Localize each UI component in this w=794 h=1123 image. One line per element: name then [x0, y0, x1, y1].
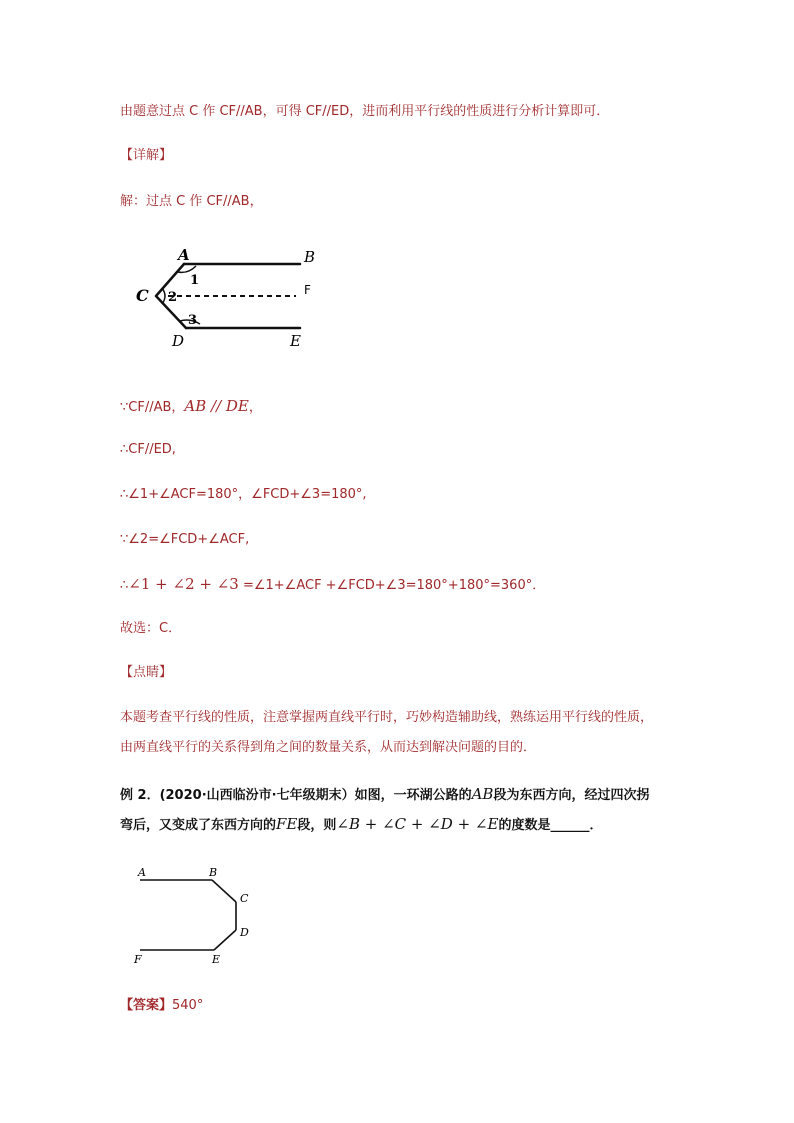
step-5-prefix: ∴	[120, 578, 129, 593]
analysis-text: 由题意过点 C 作 CF//AB，可得 CF//ED，进而利用平行线的性质进行分析计算即可．	[120, 104, 610, 119]
label-1: 1	[190, 273, 200, 288]
label-c: C	[136, 286, 149, 305]
answer-choice: 故选：C．	[120, 621, 182, 636]
step-1-math: AB // DE	[184, 397, 249, 415]
example-2-text-b: 段为东西方向，经过四次拐	[493, 788, 650, 803]
label-d: D	[240, 926, 249, 939]
example-2-text-c: 弯后，又变成了东西方向的	[120, 818, 277, 833]
answer-label: 【答案】	[120, 998, 173, 1013]
step-3: ∴∠1+∠ACF=180°，∠FCD+∠3=180°,	[120, 487, 367, 502]
step-2: ∴CF//ED,	[120, 442, 176, 457]
solution-intro: 解：过点 C 作 CF//AB，	[120, 194, 263, 209]
label-b: B	[209, 866, 218, 879]
comment-heading: 【点睛】	[120, 665, 173, 680]
step-5-suffix: =∠1+∠ACF +∠FCD+∠3=180°+180°=360°．	[238, 578, 546, 593]
example-2-line-2	[120, 814, 602, 836]
step-1-prefix: ∵CF//AB，	[120, 400, 185, 415]
example-2-text-a: 例 2．(2020·山西临汾市·七年级期末）如图，一环湖公路的	[120, 788, 472, 803]
step-5	[120, 574, 545, 596]
parallel-lines-figure	[128, 240, 348, 365]
step-1-suffix: ，	[248, 400, 262, 415]
label-a: A	[138, 866, 146, 879]
example-2-math-angles: ∠B + ∠C + ∠D + ∠E	[336, 815, 499, 833]
label-e: E	[290, 332, 301, 350]
comment-line-2: 由两直线平行的关系得到角之间的数量关系，从而达到解决问题的目的．	[120, 740, 537, 755]
label-a: A	[178, 246, 190, 264]
example-2-math-fe: FE	[276, 815, 298, 833]
label-f: F	[304, 283, 311, 297]
step-1	[120, 396, 262, 418]
example-2-text-d: 段，则	[297, 818, 337, 833]
answer-value: 540°	[172, 998, 204, 1013]
step-5-math: ∠1 + ∠2 + ∠3	[128, 575, 239, 593]
comment-line-1: 本题考查平行线的性质，注意掌握两直线平行时，巧妙构造辅助线，熟练运用平行线的性质，	[120, 710, 654, 725]
example-2-math-ab: AB	[471, 785, 494, 803]
label-b: B	[304, 248, 316, 266]
step-4: ∵∠2=∠FCD+∠ACF,	[120, 532, 250, 547]
example-2-text-e: 的度数是______．	[498, 818, 603, 833]
lake-road-figure	[128, 862, 268, 972]
segment-bc	[212, 880, 236, 902]
segment-de	[214, 930, 236, 950]
label-c: C	[240, 892, 249, 905]
label-2: 2	[168, 290, 178, 305]
label-3: 3	[188, 313, 198, 328]
label-d: D	[172, 332, 185, 350]
label-e: E	[212, 953, 221, 966]
answer-line	[120, 996, 203, 1016]
detail-heading: 【详解】	[120, 148, 173, 163]
example-2-line-1	[120, 784, 649, 806]
label-f: F	[134, 953, 142, 966]
